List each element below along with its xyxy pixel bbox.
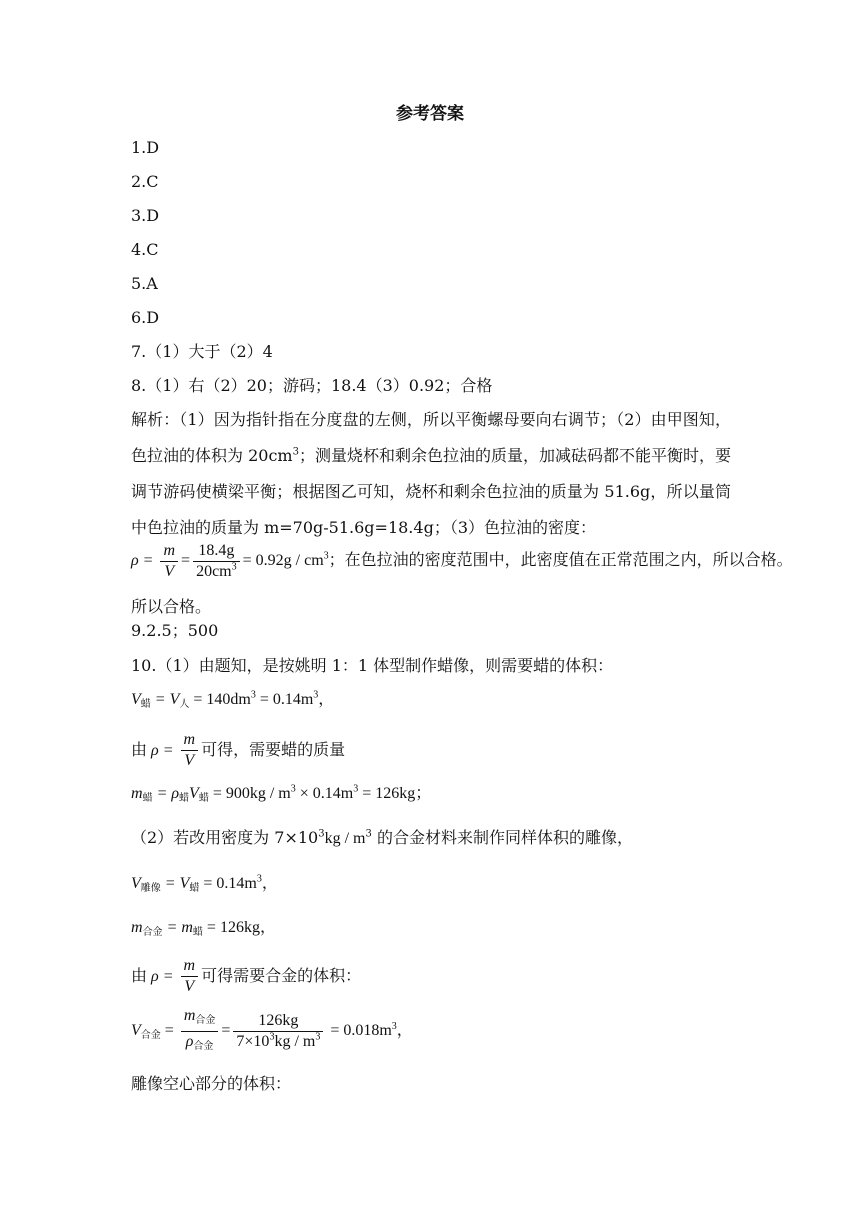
answer-9: 9.2.5；500 (131, 621, 219, 640)
analysis-conclusion: 所以合格。 (131, 597, 212, 616)
page-title: 参考答案 (396, 104, 464, 124)
q10-volume-sculpt: V雕像 = V蜡 = $0.14m^3$， (131, 873, 278, 894)
q10-intro: 10.（1）由题知，是按姚明 1：1 体型制作蜡像，则需要蜡的体积： (131, 656, 614, 675)
q10-mass-alloy: m合金 = m蜡 = 126kg， (131, 919, 276, 938)
q10-volume-alloy: V合金 = $\frac{\text{m合金}}{\text{ρ合金}}$ = $\frac{126kg}{7\times 10^3kg / m^3}$ = $0.018m^3$， (131, 1007, 413, 1052)
analysis-text-1: 解析：（1）因为指针指在分度盘的左侧，所以平衡螺母要向右调节；（2）由甲图知，色拉油的体积为 20cm (131, 410, 731, 465)
formula-frac-m-v: $\frac{m}{V}$ (160, 541, 178, 582)
q10-from-rho-2: 由 ρ = $\frac{m}{V}$ 可得需要合金的体积： (131, 957, 362, 995)
answer-1: 1.D (131, 138, 160, 157)
q10-mass-wax: m蜡 = ρ蜡V蜡 = $900kg / m^3 \times 0.14m^3 = 126kg$； (131, 783, 432, 804)
analysis-paragraph (131, 402, 731, 546)
formula-frac-values: $\frac{18.4g}{20cm^3}$ (193, 541, 240, 582)
answer-8: 8.（1）右（2）20；游码；18.4（3）0.92；合格 (131, 376, 493, 395)
answer-3: 3.D (131, 206, 160, 225)
answer-6: 6.D (131, 308, 160, 327)
q10-volume-wax: V蜡 = V人 = $140dm^3 = 0.14m^3$， (131, 689, 335, 710)
density-formula-line: ρ = $\frac{m}{V}$ = $\frac{18.4g}{20cm^3}$ = $0.92g / cm^3$；在色拉油的密度范围中，此密度值在正常范围之内，所以合格。 (131, 541, 793, 580)
answer-7: 7.（1）大于（2）4 (131, 342, 273, 361)
formula-after: ；在色拉油的密度范围中，此密度值在正常范围之内，所以合格。 (328, 550, 793, 569)
q10-part2: （2）若改用密度为 $7\times 10^3kg / m^3$ 的合金材料来制作同样体积的雕像， (131, 828, 633, 847)
answer-2: 2.C (131, 172, 159, 191)
answer-5: 5.A (131, 274, 158, 293)
q10-hollow-volume: 雕像空心部分的体积： (131, 1074, 292, 1093)
answer-4: 4.C (131, 240, 159, 259)
q10-from-rho-1: 由 ρ = $\frac{m}{V}$ 可得，需要蜡的质量 (131, 731, 346, 769)
formula-lhs: ρ = (131, 552, 158, 569)
formula-result: = 0.92g / cm (242, 552, 324, 569)
analysis-sup: 3 (292, 446, 299, 458)
analysis-text-2: ；测量烧杯和剩余色拉油的质量，加减砝码都不能平衡时，要调节游码使横梁平衡；根据图乙可知，烧杯和剩余色拉油的质量为 51.6g，所以量筒中色拉油的质量为 m=70g-51.6g=18.4g；（3）色拉油的密度： (131, 446, 731, 537)
